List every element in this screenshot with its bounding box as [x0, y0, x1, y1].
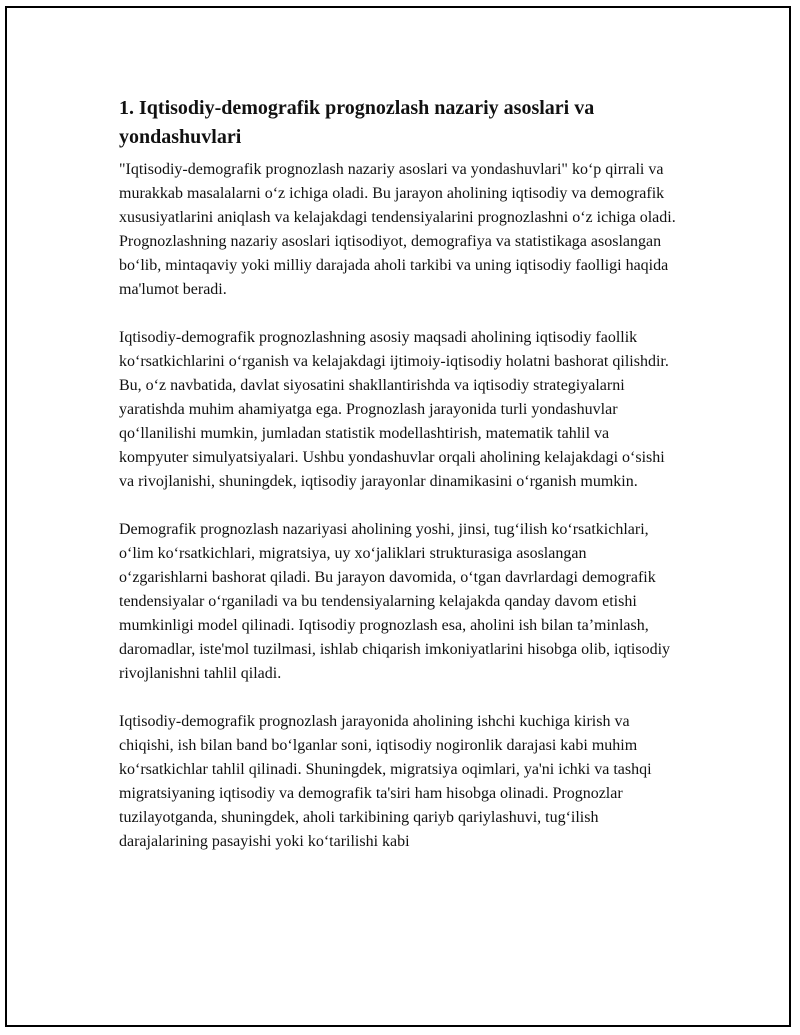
document-body	[119, 94, 679, 878]
section-heading: 1. Iqtisodiy-demografik prognozlash nazariy asoslari va yondashuvlari	[119, 97, 595, 148]
paragraph-1: "Iqtisodiy-demografik prognozlash nazariy asoslari va yondashuvlari" ko‘p qirrali va murakkab masalalarni o‘z ichiga oladi. Bu jarayon aholining iqtisodiy va demografik xususiyatlarini aniqlash va kelajakdagi tendensiyalarini prognozlashni o‘z ichiga oladi. Prognozlashning nazariy asoslari iqtisodiyot, demografiya va statistikaga asoslangan bo‘lib, mintaqaviy yoki milliy darajada aholi tarkibi va uning iqtisodiy faolligi haqida ma'lumot beradi.	[119, 161, 676, 298]
paragraph-3: Demografik prognozlash nazariyasi aholining yoshi, jinsi, tug‘ilish ko‘rsatkichlari, o‘lim ko‘rsatkichlari, migratsiya, uy xo‘jaliklari strukturasiga asoslangan o‘zgarishlarni bashorat qiladi. Bu jarayon davomida, o‘tgan davrlardagi demografik tendensiyalar o‘rganiladi va bu tendensiyalarning kelajakda qanday davom etishi mumkinligi model qilinadi. Iqtisodiy prognozlash esa, aholini ish bilan ta’minlash, daromadlar, iste'mol tuzilmasi, ishlab chiqarish imkoniyatlarini hisobga olib, iqtisodiy rivojlanishni tahlil qiladi.	[119, 521, 671, 682]
paragraph-2: Iqtisodiy-demografik prognozlashning asosiy maqsadi aholining iqtisodiy faollik ko‘rsatkichlarini o‘rganish va kelajakdagi ijtimoiy-iqtisodiy holatni bashorat qilishdir. Bu, o‘z navbatida, davlat siyosatini shakllantirishda va iqtisodiy strategiyalarni yaratishda muhim ahamiyatga ega. Prognozlash jarayonida turli yondashuvlar qo‘llanilishi mumkin, jumladan statistik modellashtirish, matematik tahlil va kompyuter simulyatsiyalari. Ushbu yondashuvlar orqali aholining kelajakdagi o‘sishi va rivojlanishi, shuningdek, iqtisodiy jarayonlar dinamikasini o‘rganish mumkin.	[119, 329, 669, 490]
document-page	[5, 6, 791, 1027]
paragraph-4: Iqtisodiy-demografik prognozlash jarayonida aholining ishchi kuchiga kirish va chiqishi, ish bilan band bo‘lganlar soni, iqtisodiy nogironlik darajasi kabi muhim ko‘rsatkichlar tahlil qilinadi. Shuningdek, migratsiya oqimlari, ya'ni ichki va tashqi migratsiyaning iqtisodiy va demografik ta'siri ham hisobga olinadi. Prognozlar tuzilayotganda, shuningdek, aholi tarkibining qariyb qariylashuvi, tug‘ilish darajalarining pasayishi yoki ko‘tarilishi kabi	[119, 713, 652, 850]
